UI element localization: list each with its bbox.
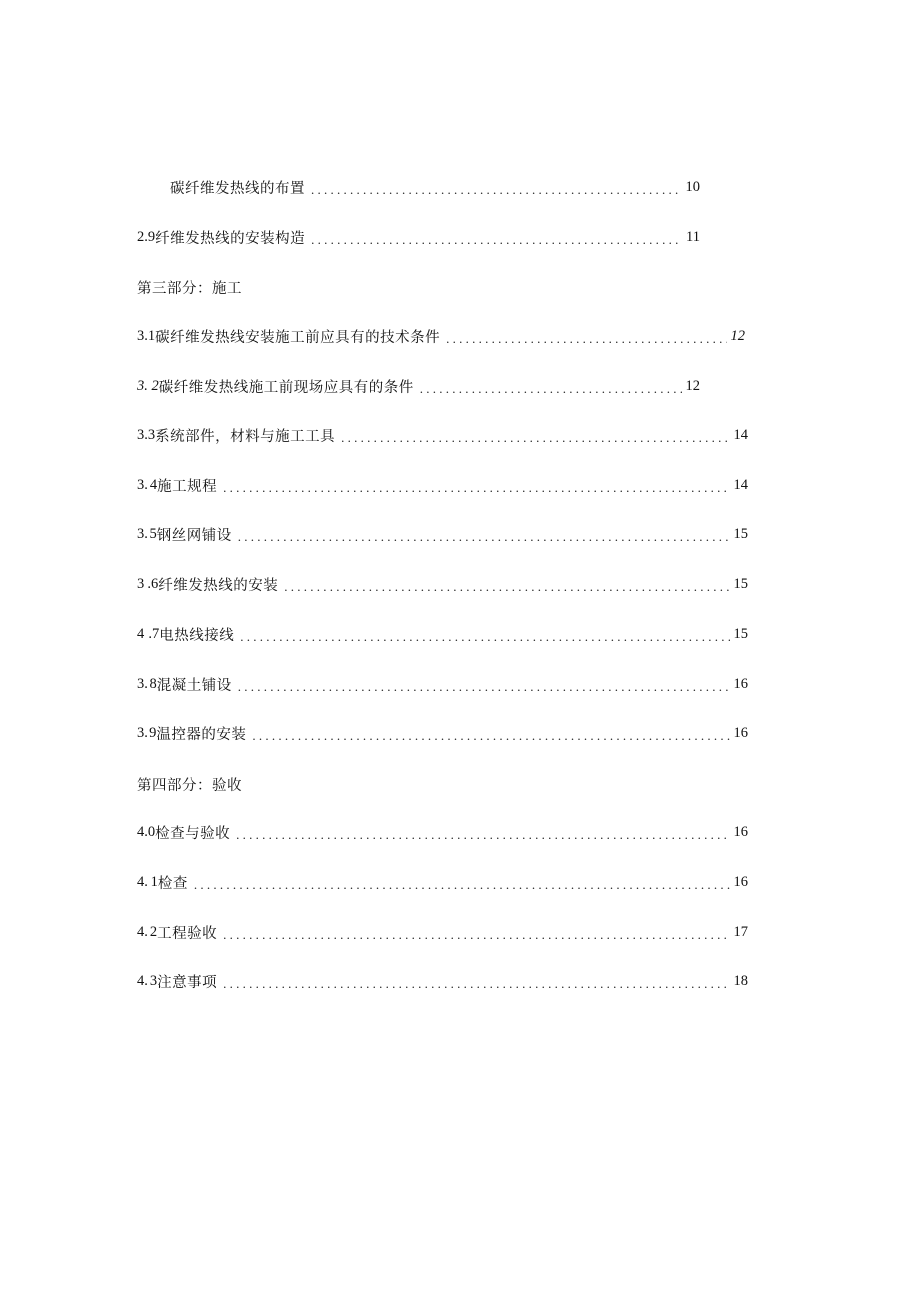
- toc-entry-title: 系统部件，材料与施工工具: [155, 428, 336, 445]
- toc-entry-page: 16: [733, 675, 748, 692]
- toc-entry-number: 4.: [137, 873, 148, 890]
- toc-entry[interactable]: [137, 622, 748, 646]
- toc-entry-number-suffix: 1: [150, 873, 158, 890]
- toc-entry-number: 3. 2: [137, 377, 159, 394]
- toc-entry-number: 3: [137, 575, 145, 592]
- toc-entry-title: 混凝土铺设: [156, 677, 232, 694]
- toc-entry[interactable]: [137, 374, 700, 398]
- toc-leader-dots: [420, 382, 682, 395]
- toc-entry-page: 17: [733, 923, 748, 940]
- toc-leader-dots: [311, 183, 682, 196]
- toc-entry-title: 施工规程: [157, 478, 218, 495]
- toc-entry[interactable]: [137, 572, 748, 596]
- toc-entry-number-suffix: 2: [149, 923, 158, 940]
- toc-entry-number: 4.: [137, 923, 148, 940]
- toc-entry-number: 3.: [137, 724, 148, 741]
- toc-entry-number-suffix: .7: [148, 625, 160, 642]
- toc-entry[interactable]: [137, 423, 748, 447]
- section-heading: 第三部分：施工: [137, 281, 242, 297]
- toc-entry-page: 16: [733, 823, 748, 840]
- section-heading: 第四部分：验收: [137, 778, 242, 794]
- toc-entry-number-suffix: 9: [149, 724, 157, 741]
- toc-leader-dots: [236, 828, 729, 841]
- toc-leader-dots: [252, 729, 729, 742]
- toc-entry-number: 3.: [137, 476, 148, 493]
- toc-entry-number-suffix: 4: [149, 476, 158, 493]
- toc-entry-title: 纤维发热线的安装构造: [155, 230, 306, 247]
- toc-entry[interactable]: [137, 721, 748, 745]
- toc-entry-number: 3.3: [137, 426, 156, 443]
- toc-entry-number-suffix: .6: [147, 575, 159, 592]
- toc-entry[interactable]: [137, 324, 745, 348]
- toc-entry[interactable]: [170, 175, 700, 199]
- toc-entry-title: 检查与验收: [155, 825, 231, 842]
- toc-leader-dots: [238, 530, 730, 543]
- toc-entry-title: 碳纤维发热线的布置: [170, 180, 305, 197]
- toc-entry-title: 碳纤维发热线施工前现场应具有的条件: [158, 379, 414, 396]
- toc-entry-title: 检查: [157, 875, 188, 892]
- toc-entry[interactable]: [137, 225, 700, 249]
- toc-entry-page: 18: [733, 972, 748, 989]
- toc-entry-page: 12: [730, 327, 745, 344]
- toc-entry[interactable]: [137, 473, 748, 497]
- toc-entry-page: 11: [686, 228, 700, 245]
- toc-leader-dots: [238, 680, 730, 693]
- toc-entry-number: 3.: [137, 675, 148, 692]
- toc-entry-number: 4: [137, 625, 145, 642]
- toc-entry-page: 10: [685, 178, 700, 195]
- toc-entry[interactable]: [137, 672, 748, 696]
- toc-leader-dots: [223, 481, 729, 494]
- toc-entry-number-suffix: 3: [149, 972, 158, 989]
- toc-leader-dots: [446, 332, 726, 345]
- toc-leader-dots: [223, 977, 729, 990]
- toc-leader-dots: [194, 878, 730, 891]
- toc-entry-title: 钢丝网铺设: [156, 527, 232, 544]
- toc-entry-number: 3.1: [137, 327, 156, 344]
- toc-entry-number: 3.: [137, 525, 148, 542]
- toc-entry-number: 4.0: [137, 823, 156, 840]
- toc-entry-page: 15: [733, 625, 748, 642]
- toc-entry-page: 14: [733, 476, 748, 493]
- toc-entry[interactable]: [137, 870, 748, 894]
- toc-entry[interactable]: [137, 920, 748, 944]
- toc-entry-title: 纤维发热线的安装: [158, 577, 279, 594]
- toc-leader-dots: [284, 580, 729, 593]
- toc-entry-title: 碳纤维发热线安装施工前应具有的技术条件: [155, 329, 441, 346]
- toc-entry[interactable]: [137, 522, 748, 546]
- toc-entry-number-suffix: 8: [149, 675, 157, 692]
- toc-entry-title: 工程验收: [157, 925, 218, 942]
- toc-entry[interactable]: [137, 820, 748, 844]
- toc-leader-dots: [223, 928, 729, 941]
- toc-entry-number-suffix: 5: [149, 525, 157, 542]
- toc-entry-title: 注意事项: [157, 974, 218, 991]
- toc-leader-dots: [311, 233, 682, 246]
- toc-entry-page: 16: [733, 724, 748, 741]
- toc-entry-page: 12: [685, 377, 700, 394]
- toc-entry-page: 15: [733, 575, 748, 592]
- toc-entry-number: 2.9: [137, 228, 156, 245]
- toc-entry-page: 16: [733, 873, 748, 890]
- toc-entry-number: 4.: [137, 972, 148, 989]
- toc-entry-title: 温控器的安装: [156, 726, 247, 743]
- toc-leader-dots: [341, 431, 729, 444]
- toc-leader-dots: [240, 630, 729, 643]
- toc-entry-page: 15: [733, 525, 748, 542]
- toc-entry-page: 14: [733, 426, 748, 443]
- toc-entry[interactable]: [137, 969, 748, 993]
- toc-entry-title: 电热线接线: [159, 627, 235, 644]
